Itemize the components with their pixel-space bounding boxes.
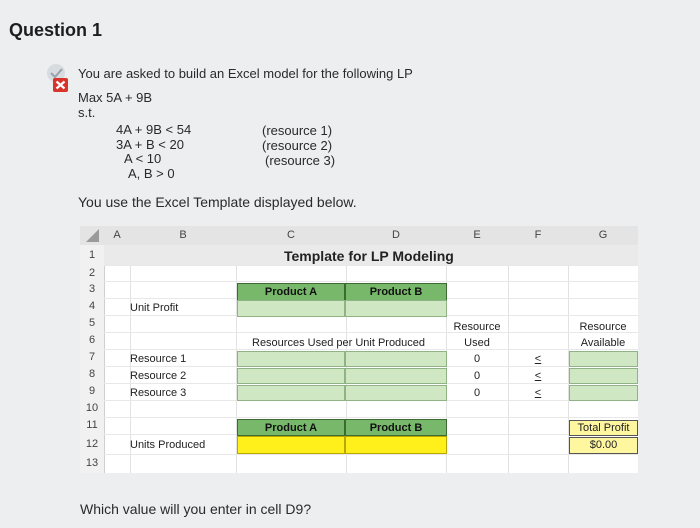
total-profit-value[interactable]: $0.00 <box>569 437 638 454</box>
constraint-3-label: (resource 3) <box>265 153 336 168</box>
cell-d4[interactable] <box>345 300 447 317</box>
le-symbol-2: < <box>534 370 542 382</box>
grid-line <box>104 281 638 282</box>
cell-d8[interactable] <box>345 368 447 384</box>
template-note: You use the Excel Template displayed below. <box>78 194 357 210</box>
excel-template-sheet <box>80 226 638 473</box>
row-header-13[interactable]: 13 <box>80 454 105 473</box>
row-header-12[interactable]: 12 <box>80 434 105 454</box>
resource-available-header-line1: Resource <box>579 321 627 333</box>
row-header-5[interactable]: 5 <box>80 315 105 332</box>
row-header-4[interactable]: 4 <box>80 298 105 315</box>
cell-c4[interactable] <box>237 300 345 317</box>
resource-1-used-value: 0 <box>473 353 481 365</box>
question-prompt: Which value will you enter in cell D9? <box>80 501 312 517</box>
constraint-1: 4A + 9B < 54 <box>116 122 192 137</box>
grid-line <box>104 332 638 333</box>
resource-3-label: Resource 3 <box>130 387 187 399</box>
row-header-10[interactable]: 10 <box>80 400 105 417</box>
le-symbol-3: < <box>534 387 542 399</box>
column-header-a[interactable]: A <box>104 226 130 246</box>
cell-d9[interactable] <box>345 385 447 401</box>
unit-profit-label: Unit Profit <box>130 302 179 314</box>
product-a-header-2[interactable]: Product A <box>237 419 345 436</box>
problem-intro: You are asked to build an Excel model for the following LP <box>78 66 413 81</box>
resource-used-header-line2: Used <box>464 337 490 349</box>
template-title: Template for LP Modeling <box>284 248 454 264</box>
cell-g7[interactable] <box>569 351 638 367</box>
select-all-triangle-icon <box>86 229 99 242</box>
resource-2-label: Resource 2 <box>130 370 187 382</box>
column-header-c[interactable]: C <box>236 226 346 246</box>
objective-function: Max 5A + 9B <box>78 90 153 105</box>
cell-d7[interactable] <box>345 351 447 367</box>
cell-c12[interactable] <box>237 436 345 454</box>
le-symbol-1: < <box>534 353 542 365</box>
column-header-e[interactable]: E <box>446 226 508 246</box>
row-header-11[interactable]: 11 <box>80 417 105 434</box>
cell-g9[interactable] <box>569 385 638 401</box>
constraint-2: 3A + B < 20 <box>116 137 184 152</box>
row-header-8[interactable]: 8 <box>80 366 105 383</box>
constraint-2-label: (resource 2) <box>262 138 333 153</box>
product-b-header[interactable]: Product B <box>345 283 447 301</box>
nonnegativity-constraint: A, B > 0 <box>128 166 175 181</box>
resource-used-header-line1: Resource <box>453 321 501 333</box>
select-all-corner[interactable] <box>80 226 104 246</box>
cell-g8[interactable] <box>569 368 638 384</box>
incorrect-status-icon <box>40 62 74 96</box>
question-title: Question 1 <box>9 20 103 40</box>
cell-c7[interactable] <box>237 351 345 367</box>
units-produced-label: Units Produced <box>130 439 206 451</box>
grid-line <box>104 454 638 455</box>
constraint-1-label: (resource 1) <box>262 123 333 138</box>
subject-to-label: s.t. <box>78 105 96 120</box>
column-header-b[interactable]: B <box>130 226 236 246</box>
product-b-header-2[interactable]: Product B <box>345 419 447 436</box>
cell-c8[interactable] <box>237 368 345 384</box>
total-profit-label: Total Profit <box>569 420 638 436</box>
grid-line <box>104 265 638 266</box>
column-header-g[interactable]: G <box>568 226 638 246</box>
column-header-d[interactable]: D <box>346 226 446 246</box>
cell-c9[interactable] <box>237 385 345 401</box>
resource-2-used-value: 0 <box>473 370 481 382</box>
cell-d12[interactable] <box>345 436 447 454</box>
product-a-header[interactable]: Product A <box>237 283 345 301</box>
row-header-9[interactable]: 9 <box>80 383 105 400</box>
row-header-7[interactable]: 7 <box>80 349 105 366</box>
row-header-1[interactable]: 1 <box>80 245 105 265</box>
grid-line <box>104 417 638 418</box>
resources-used-header: Resources Used per Unit Produced <box>252 337 426 349</box>
resource-1-label: Resource 1 <box>130 353 187 365</box>
row-header-2[interactable]: 2 <box>80 265 105 281</box>
resource-available-header-line2: Available <box>580 337 626 349</box>
resource-3-used-value: 0 <box>473 387 481 399</box>
column-header-f[interactable]: F <box>508 226 568 246</box>
row-header-6[interactable]: 6 <box>80 332 105 349</box>
grid-line <box>104 349 638 350</box>
constraint-3: A < 10 <box>124 151 162 166</box>
row-header-3[interactable]: 3 <box>80 281 105 298</box>
